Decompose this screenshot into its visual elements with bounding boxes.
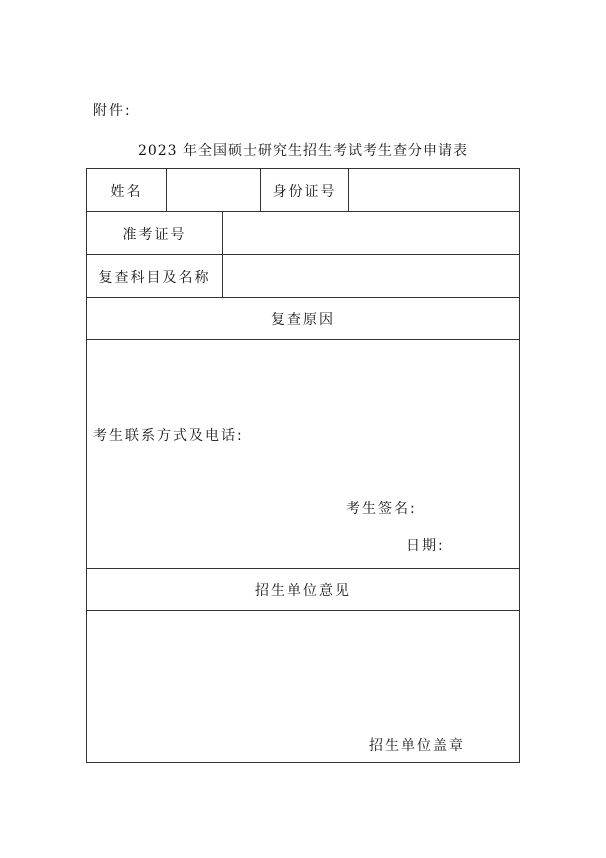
unit-opinion-header: 招生单位意见 [255,583,351,599]
attachment-label: 附件: [93,103,132,119]
name-field[interactable] [167,169,260,211]
application-form-table [86,168,520,763]
exam-id-field[interactable] [223,212,520,254]
exam-id-label: 准考证号 [122,227,187,243]
signature-label: 考生签名: [346,501,417,517]
id-number-label: 身份证号 [272,184,337,200]
reason-area[interactable] [87,340,519,568]
date-label: 日期: [406,538,445,554]
name-label: 姓名 [110,184,143,200]
unit-seal-label: 招生单位盖章 [369,738,465,754]
reason-header: 复查原因 [271,312,335,328]
subject-label: 复查科目及名称 [98,270,211,286]
row-divider [87,568,519,569]
id-number-field[interactable] [349,169,520,211]
contact-label: 考生联系方式及电话: [93,428,244,444]
subject-field[interactable] [223,255,520,297]
form-title: 2023 年全国硕士研究生招生考试考生查分申请表 [137,143,469,159]
row-divider [87,297,519,298]
